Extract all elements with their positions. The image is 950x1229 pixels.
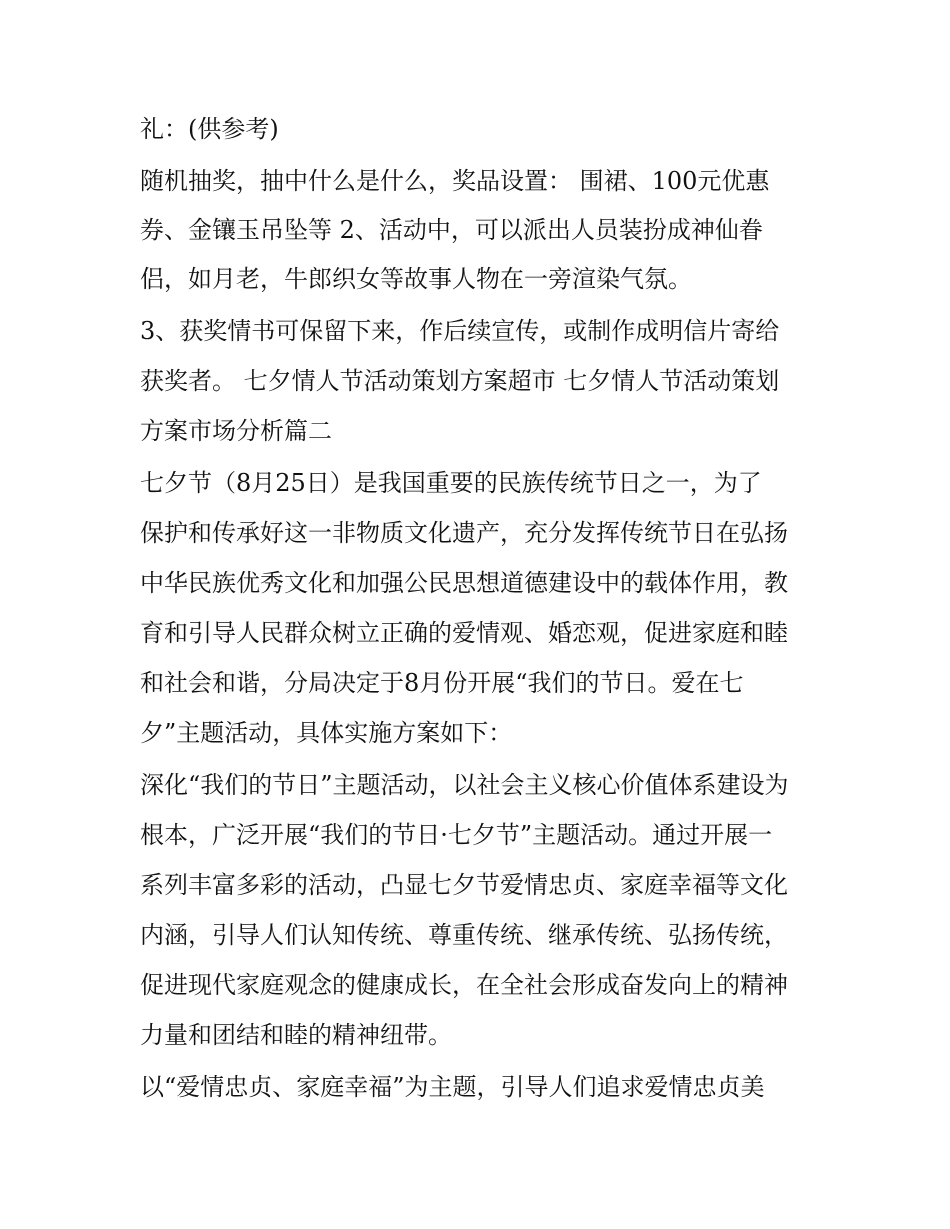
text-line-4: 侣，如月老，牛郎织女等故事人物在一旁渲染气氛。 [140,265,692,293]
text-line-19: 力量和团结和睦的精神纽带。 [140,1021,452,1049]
text-line-14: 深化“我们的节日”主题活动，以社会主义核心价值体系建设为 [140,771,789,799]
text-line-6: 获奖者。 七夕情人节活动策划方案超市 七夕情人节活动策划 [140,367,780,395]
text-line-16: 系列丰富多彩的活动，凸显七夕节爱情忠贞、家庭幸福等文化 [140,871,788,899]
text-line-17: 内涵，引导人们认知传统、尊重传统、继承传统、弘扬传统， [140,921,788,949]
text-line-13: 夕”主题活动，具体实施方案如下： [140,719,513,747]
text-line-2: 随机抽奖，抽中什么是什么，奖品设置： 围裙、100元优惠 [140,167,770,195]
text-line-9: 保护和传承好这一非物质文化遗产，充分发挥传统节日在弘扬 [140,519,788,547]
text-line-7: 方案市场分析篇二 [140,417,332,445]
text-line-20: 以“爱情忠贞、家庭幸福”为主题，引导人们追求爱情忠贞美 [140,1073,765,1101]
text-line-8: 七夕节（8月25日）是我国重要的民族传统节日之一，为了 [140,469,762,497]
text-line-11: 育和引导人民群众树立正确的爱情观、婚恋观，促进家庭和睦 [140,619,788,647]
text-line-1: 礼：(供参考) [140,115,279,143]
text-line-10: 中华民族优秀文化和加强公民思想道德建设中的载体作用，教 [140,569,788,597]
text-line-18: 促进现代家庭观念的健康成长，在全社会形成奋发向上的精神 [140,971,788,999]
text-line-3: 券、金镶玉吊坠等 2、活动中，可以派出人员装扮成神仙眷 [140,216,763,244]
text-line-15: 根本，广泛开展“我们的节日·七夕节”主题活动。通过开展一 [140,821,773,849]
text-line-12: 和社会和谐，分局决定于8月份开展“我们的节日。爱在七 [140,669,744,697]
text-line-5: 3、获奖情书可保留下来，作后续宣传，或制作成明信片寄给 [140,317,780,345]
